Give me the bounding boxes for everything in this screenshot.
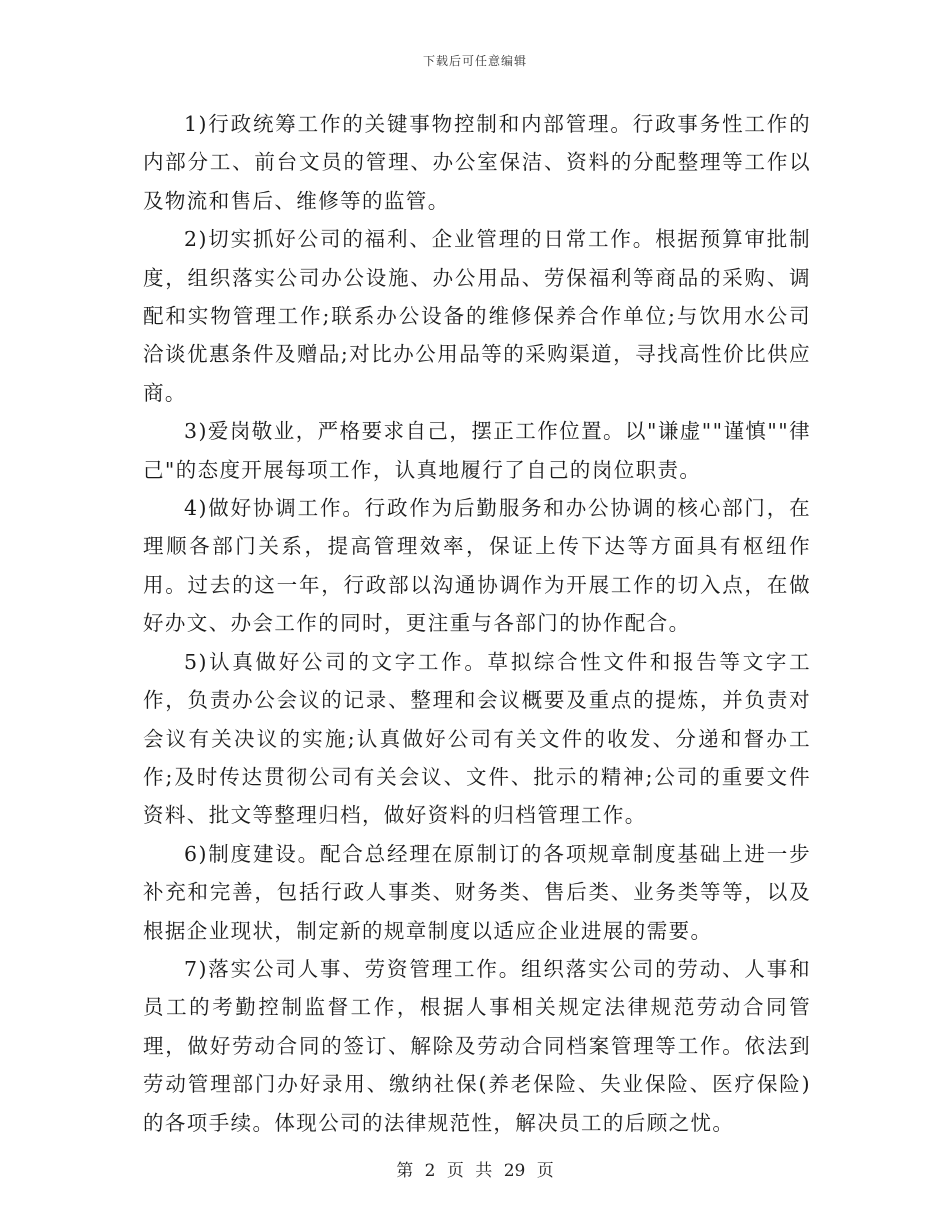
paragraph-3: 3)爱岗敬业，严格要求自己，摆正工作位置。以"谦虚""谨慎""律己"的态度开展每项工作，认真地履行了自己的岗位职责。 [143,419,811,482]
paragraph-2: 2)切实抓好公司的福利、企业管理的日常工作。根据预算审批制度，组织落实公司办公设施、办公用品、劳保福利等商品的采购、调配和实物管理工作;联系办公设备的维修保养合作单位;与饮用水公司洽谈优惠条件及赠品;对比办公用品等的采购渠道，寻找高性价比供应商。 [143,227,811,405]
paragraph-1: 1)行政统筹工作的关键事物控制和内部管理。行政事务性工作的内部分工、前台文员的管理、办公室保洁、资料的分配整理等工作以及物流和售后、维修等的监管。 [143,112,811,213]
paragraph-6: 6)制度建设。配合总经理在原制订的各项规章制度基础上进一步补充和完善，包括行政人事类、财务类、售后类、业务类等等，以及根据企业现状，制定新的规章制度以适应企业进展的需要。 [143,841,811,943]
page-header: 下载后可任意编辑 [422,54,527,68]
paragraph-7: 7)落实公司人事、劳资管理工作。组织落实公司的劳动、人事和员工的考勤控制监督工作，根据人事相关规定法律规范劳动合同管理，做好劳动合同的签订、解除及劳动合同档案管理等工作。依法到劳动管理部门办好录用、缴纳社保(养老保险、失业保险、医疗保险)的各项手续。体现公司的法律规范性，解决员工的后顾之忧。 [143,956,811,1135]
paragraph-5: 5)认真做好公司的文字工作。草拟综合性文件和报告等文字工作，负责办公会议的记录、整理和会议概要及重点的提炼，并负责对会议有关决议的实施;认真做好公司有关文件的收发、分递和督办工作;及时传达贯彻公司有关会议、文件、批示的精神;公司的重要文件资料、批文等整理归档，做好资料的归档管理工作。 [143,649,811,828]
paragraph-4: 4)做好协调工作。行政作为后勤服务和办公协调的核心部门，在理顺各部门关系，提高管理效率，保证上传下达等方面具有枢纽作用。过去的这一年，行政部以沟通协调作为开展工作的切入点，在做好办文、办会工作的同时，更注重与各部门的协作配合。 [143,496,811,636]
document-body [143,105,811,1142]
page-number-footer: 第 2 页 共 29 页 [396,1161,554,1181]
